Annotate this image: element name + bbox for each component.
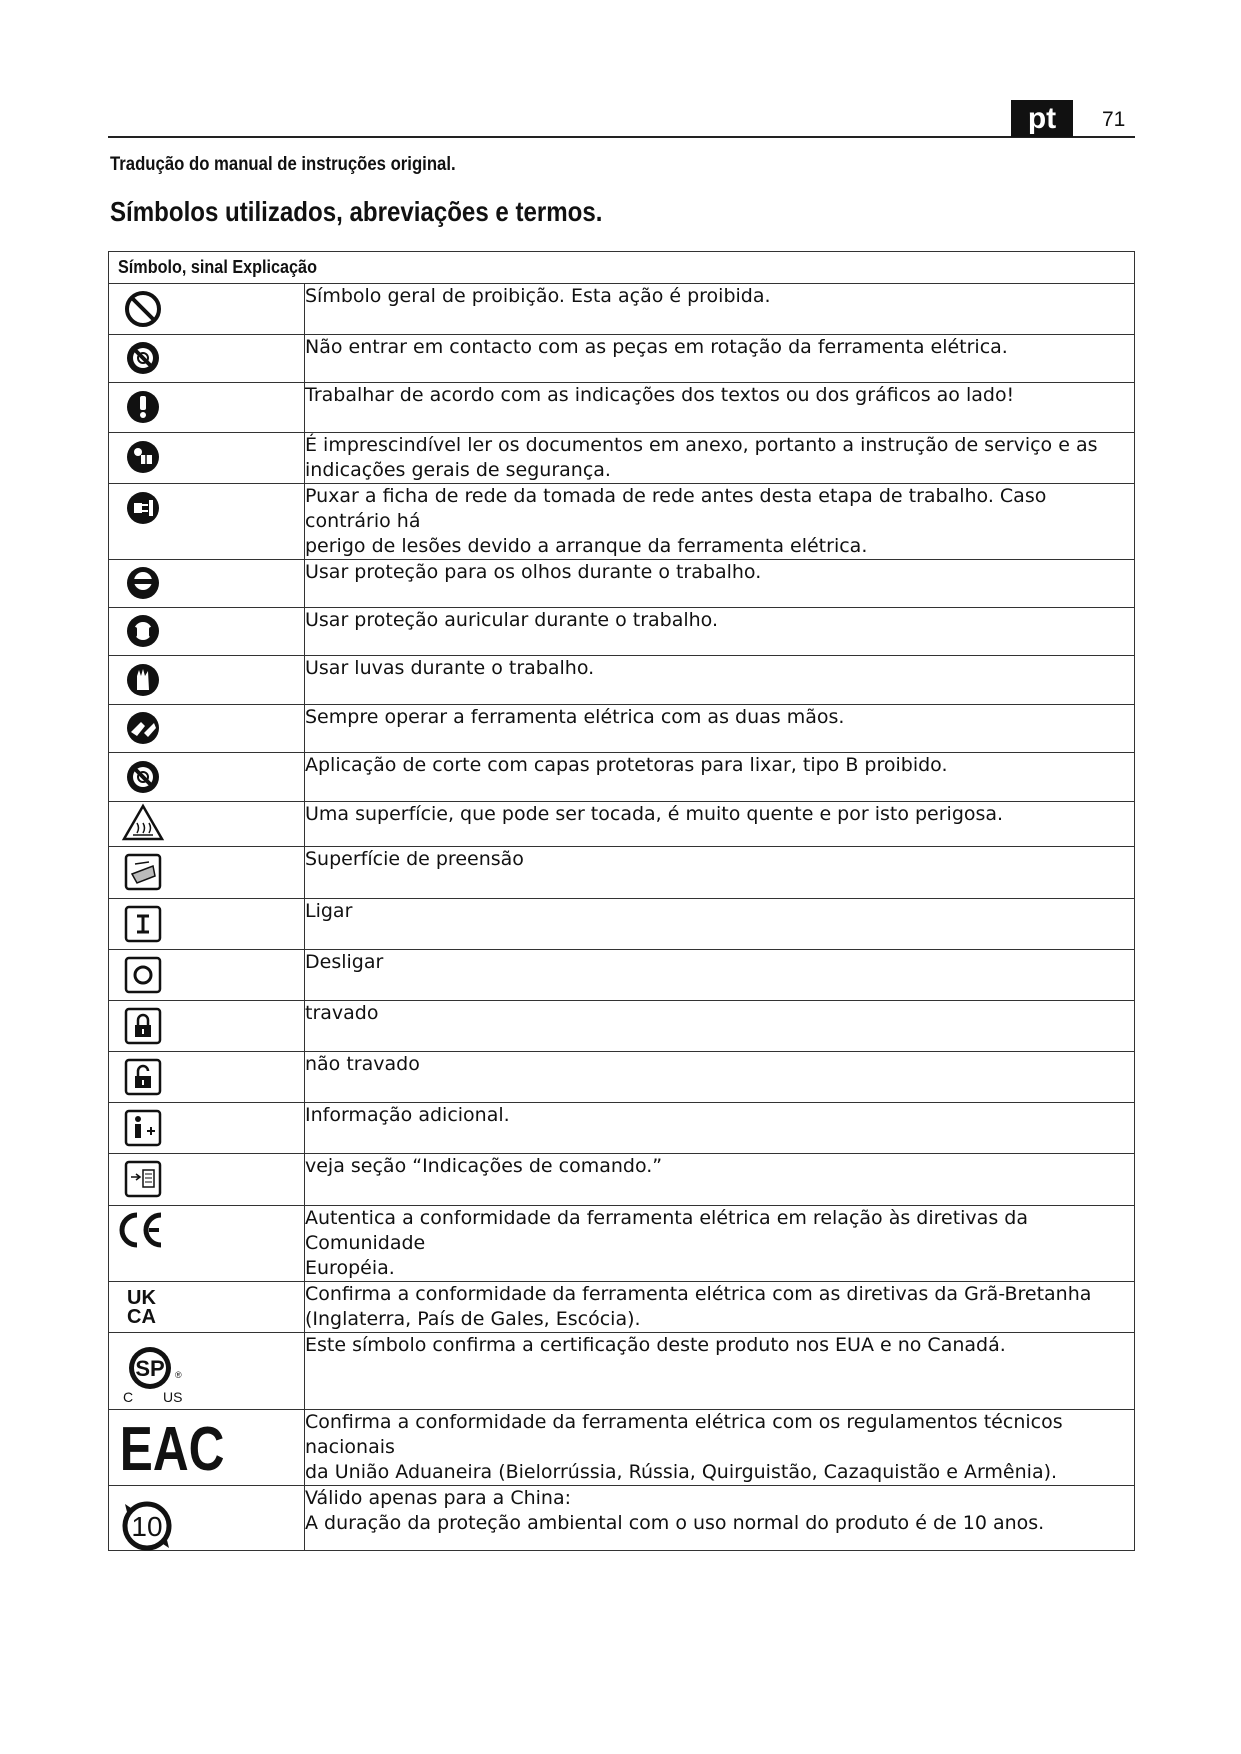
read-manual-icon bbox=[109, 433, 304, 481]
table-header-row bbox=[109, 252, 1135, 284]
ce-mark-icon bbox=[109, 1206, 304, 1254]
eac-mark-icon bbox=[109, 1410, 304, 1484]
explanation-cell bbox=[305, 484, 1135, 560]
ukca-mark-ca: CA bbox=[127, 1306, 156, 1328]
explanation-cell bbox=[305, 1486, 1135, 1551]
explanation-text: Puxar a ficha de rede da tomada de rede antes desta etapa de trabalho. Caso contrário há bbox=[305, 485, 1047, 532]
symbol-cell bbox=[109, 802, 305, 847]
explanation-cell bbox=[305, 1333, 1135, 1410]
explanation-text: Trabalhar de acordo com as indicações dos textos ou dos gráficos ao lado! bbox=[305, 384, 1015, 406]
table-header-cell bbox=[109, 252, 1135, 284]
table-row bbox=[109, 950, 1135, 1001]
table-row bbox=[109, 1282, 1135, 1333]
explanation-cell bbox=[305, 950, 1135, 1001]
explanation-text: Não entrar em contacto com as peças em rotação da ferramenta elétrica. bbox=[305, 336, 1008, 358]
explanation-text: da União Aduaneira (Bielorrússia, Rússia, Quirguistão, Cazaquistão e Armênia). bbox=[305, 1461, 1058, 1483]
csa-country-us: US bbox=[163, 1389, 183, 1405]
explanation-text: não travado bbox=[305, 1053, 420, 1075]
locked-icon bbox=[109, 1001, 304, 1050]
table-row bbox=[109, 608, 1135, 656]
explanation-text: travado bbox=[305, 1002, 379, 1024]
explanation-cell bbox=[305, 656, 1135, 705]
explanation-text: Européia. bbox=[305, 1257, 395, 1279]
page-title: Símbolos utilizados, abreviações e termos. bbox=[110, 196, 603, 227]
explanation-cell bbox=[305, 335, 1135, 383]
csa-mark-text: SP bbox=[135, 1356, 165, 1381]
explanation-text: É imprescindível ler os documentos em anexo, portanto a instrução de serviço e as bbox=[305, 434, 1098, 456]
symbol-cell bbox=[109, 950, 305, 1001]
ear-protection-icon bbox=[109, 608, 304, 654]
power-off-icon bbox=[109, 950, 304, 999]
explanation-text: Uma superfície, que pode ser tocada, é muito quente e por isto perigosa. bbox=[305, 803, 1004, 825]
symbol-cell bbox=[109, 1410, 305, 1486]
table-row bbox=[109, 560, 1135, 608]
explanation-cell bbox=[305, 705, 1135, 753]
explanation-cell bbox=[305, 1001, 1135, 1052]
explanation-text: Símbolo geral de proibição. Esta ação é proibida. bbox=[305, 285, 771, 307]
china-10-years-icon bbox=[109, 1486, 304, 1549]
symbol-cell bbox=[109, 284, 305, 335]
table-row bbox=[109, 802, 1135, 847]
table-row bbox=[109, 1486, 1135, 1551]
exclamation-icon bbox=[109, 383, 304, 431]
symbol-cell bbox=[109, 705, 305, 753]
power-on-icon bbox=[109, 899, 304, 948]
table-row bbox=[109, 899, 1135, 950]
symbol-cell bbox=[109, 608, 305, 656]
table-row bbox=[109, 284, 1135, 335]
table-row bbox=[109, 1206, 1135, 1282]
explanation-text: Ligar bbox=[305, 900, 353, 922]
explanation-cell bbox=[305, 1282, 1135, 1333]
explanation-text: Confirma a conformidade da ferramenta elétrica com as diretivas da Grã-Bretanha bbox=[305, 1283, 1092, 1305]
table-row bbox=[109, 1001, 1135, 1052]
symbol-cell bbox=[109, 1103, 305, 1154]
explanation-cell bbox=[305, 1052, 1135, 1103]
explanation-text: Informação adicional. bbox=[305, 1104, 510, 1126]
explanation-cell bbox=[305, 1103, 1135, 1154]
symbol-cell bbox=[109, 1333, 305, 1410]
unlocked-icon bbox=[109, 1052, 304, 1101]
china-years-text: 10 bbox=[131, 1511, 163, 1542]
explanation-text: Usar proteção auricular durante o trabalho. bbox=[305, 609, 719, 631]
csa-mark-icon bbox=[109, 1333, 304, 1408]
explanation-text: Autentica a conformidade da ferramenta elétrica em relação às diretivas da Comunidade bbox=[305, 1207, 1028, 1254]
explanation-text: Desligar bbox=[305, 951, 384, 973]
explanation-text: A duração da proteção ambiental com o uso normal do produto é de 10 anos. bbox=[305, 1512, 1045, 1534]
symbol-cell bbox=[109, 1486, 305, 1551]
no-cutting-type-b-icon bbox=[109, 753, 304, 800]
table-row bbox=[109, 433, 1135, 484]
table-row bbox=[109, 484, 1135, 560]
eye-protection-icon bbox=[109, 560, 304, 606]
two-hands-icon bbox=[109, 705, 304, 751]
explanation-cell bbox=[305, 847, 1135, 899]
explanation-cell bbox=[305, 899, 1135, 950]
explanation-cell bbox=[305, 383, 1135, 433]
prohibition-icon bbox=[109, 284, 304, 333]
symbol-cell bbox=[109, 1052, 305, 1103]
language-badge: pt bbox=[1011, 100, 1073, 137]
table-row bbox=[109, 1154, 1135, 1206]
symbol-cell bbox=[109, 1001, 305, 1052]
explanation-cell bbox=[305, 1154, 1135, 1206]
table-row bbox=[109, 1052, 1135, 1103]
eac-mark-text: EAC bbox=[119, 1413, 225, 1484]
symbol-cell bbox=[109, 1206, 305, 1282]
table-row bbox=[109, 1103, 1135, 1154]
explanation-text: (Inglaterra, País de Gales, Escócia). bbox=[305, 1308, 641, 1330]
symbol-cell bbox=[109, 899, 305, 950]
hot-surface-icon bbox=[109, 802, 304, 845]
explanation-text: Superfície de preensão bbox=[305, 848, 524, 870]
symbol-cell bbox=[109, 484, 305, 560]
explanation-text: Usar luvas durante o trabalho. bbox=[305, 657, 595, 679]
symbol-cell bbox=[109, 656, 305, 705]
explanation-cell bbox=[305, 802, 1135, 847]
csa-country-c: C bbox=[123, 1389, 134, 1405]
explanation-text: Sempre operar a ferramenta elétrica com as duas mãos. bbox=[305, 706, 845, 728]
no-contact-rotating-parts-icon bbox=[109, 335, 304, 381]
table-row bbox=[109, 656, 1135, 705]
ce-mark-text: CE bbox=[115, 1206, 117, 1207]
grip-surface-icon bbox=[109, 847, 304, 897]
symbol-cell bbox=[109, 335, 305, 383]
table-row bbox=[109, 847, 1135, 899]
explanation-cell bbox=[305, 1206, 1135, 1282]
symbol-cell bbox=[109, 560, 305, 608]
explanation-text: Aplicação de corte com capas protetoras para lixar, tipo B proibido. bbox=[305, 754, 948, 776]
explanation-cell bbox=[305, 753, 1135, 802]
ukca-mark-uk: UK bbox=[127, 1287, 156, 1309]
explanation-cell bbox=[305, 560, 1135, 608]
symbols-table bbox=[108, 251, 1135, 1551]
explanation-text: veja seção “Indicações de comando.” bbox=[305, 1155, 663, 1177]
table-row bbox=[109, 335, 1135, 383]
symbol-cell bbox=[109, 753, 305, 802]
explanation-cell bbox=[305, 284, 1135, 335]
table-row bbox=[109, 753, 1135, 802]
page-number: 71 bbox=[1102, 108, 1126, 131]
table-row bbox=[109, 1410, 1135, 1486]
table-header-label: Símbolo, sinal Explicação bbox=[118, 257, 317, 277]
explanation-text: Confirma a conformidade da ferramenta elétrica com os regulamentos técnicos nacionais bbox=[305, 1411, 1063, 1458]
symbol-cell bbox=[109, 433, 305, 484]
see-section-icon bbox=[109, 1154, 304, 1204]
table-row bbox=[109, 383, 1135, 433]
unplug-icon bbox=[109, 484, 304, 531]
symbol-cell bbox=[109, 1282, 305, 1333]
explanation-cell bbox=[305, 433, 1135, 484]
csa-registered: ® bbox=[175, 1370, 182, 1380]
explanation-text: indicações gerais de segurança. bbox=[305, 459, 611, 481]
explanation-cell bbox=[305, 608, 1135, 656]
explanation-cell bbox=[305, 1410, 1135, 1486]
table-row bbox=[109, 1333, 1135, 1410]
explanation-text: Este símbolo confirma a certificação deste produto nos EUA e no Canadá. bbox=[305, 1334, 1006, 1356]
gloves-icon bbox=[109, 656, 304, 703]
symbol-cell bbox=[109, 383, 305, 433]
explanation-text: Usar proteção para os olhos durante o trabalho. bbox=[305, 561, 762, 583]
symbol-cell bbox=[109, 847, 305, 899]
header-rule bbox=[108, 136, 1135, 138]
table-row bbox=[109, 705, 1135, 753]
symbol-cell bbox=[109, 1154, 305, 1206]
document-subtitle: Tradução do manual de instruções original. bbox=[110, 154, 456, 175]
ukca-mark-icon bbox=[109, 1282, 304, 1330]
info-plus-icon bbox=[109, 1103, 304, 1152]
explanation-text: perigo de lesões devido a arranque da ferramenta elétrica. bbox=[305, 535, 868, 557]
explanation-text: Válido apenas para a China: bbox=[305, 1487, 572, 1509]
